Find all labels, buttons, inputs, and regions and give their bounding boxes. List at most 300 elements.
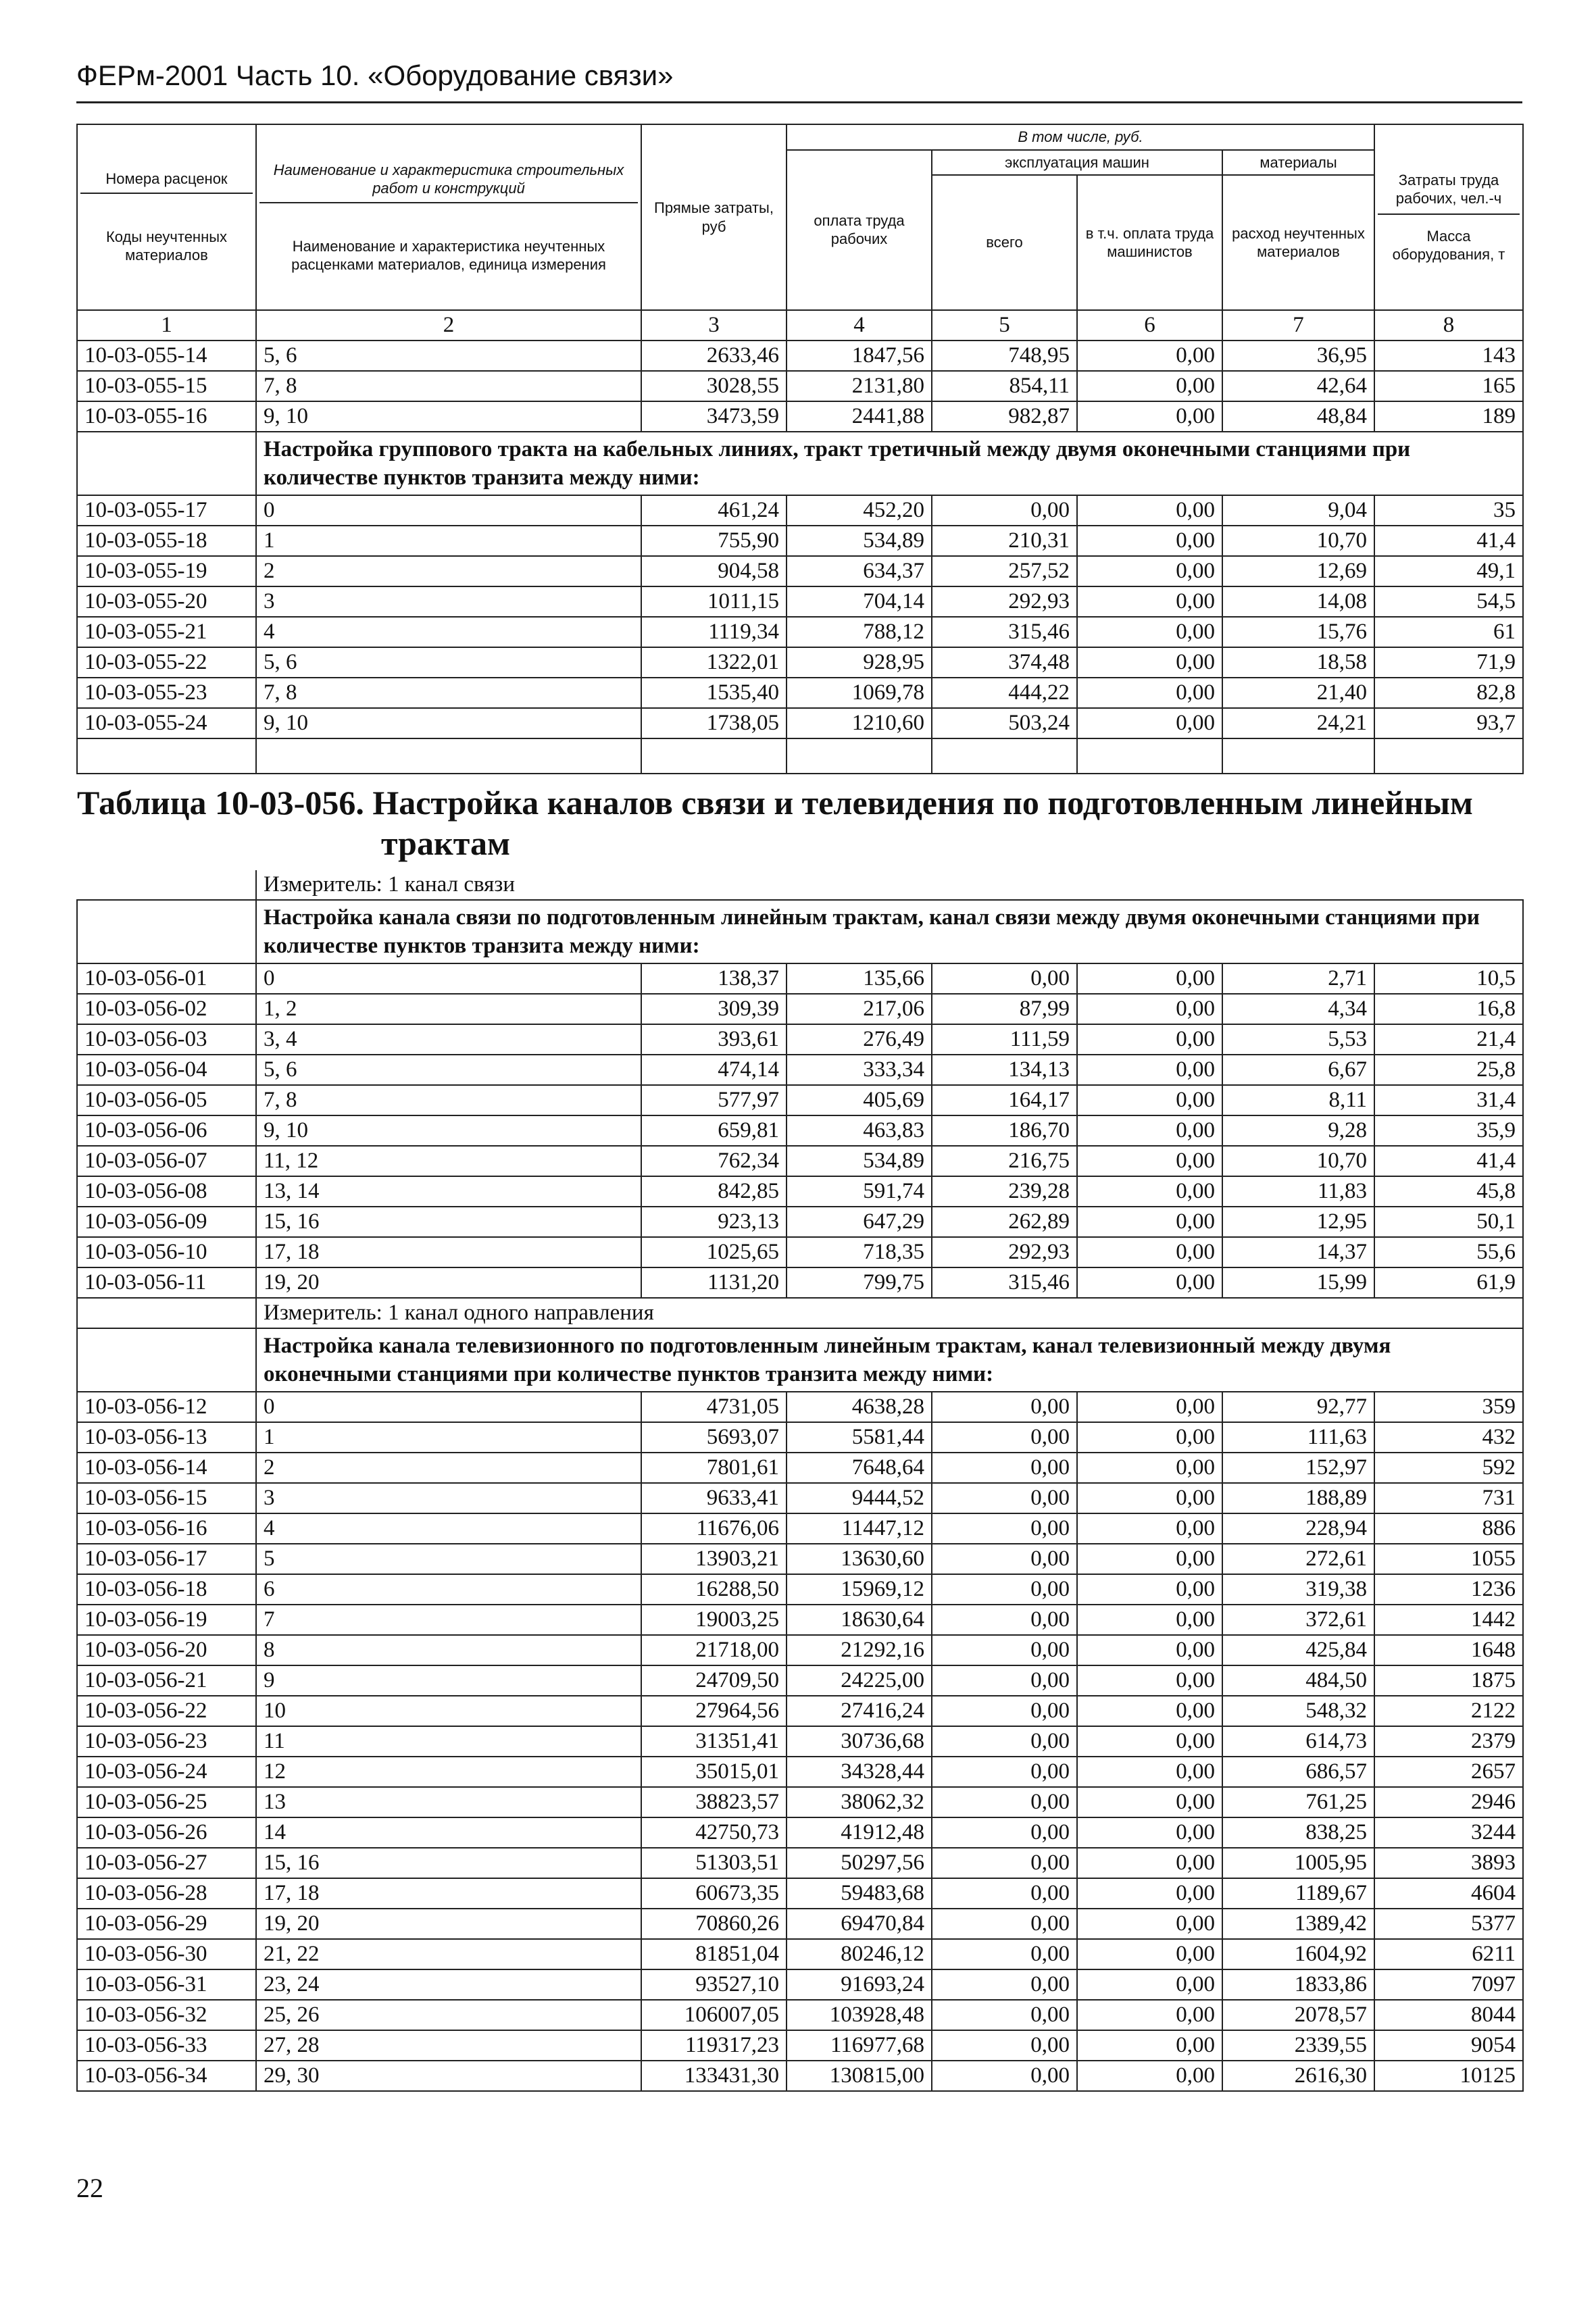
cell-machinists-pay: 0,00 xyxy=(1077,1207,1222,1237)
cell-rate-code: 10-03-056-19 xyxy=(77,1605,256,1635)
cell-work-name: 9, 10 xyxy=(256,1115,641,1146)
col-labor-top: Затраты труда рабочих, чел.-ч xyxy=(1378,171,1520,215)
cell-machinists-pay: 0,00 xyxy=(1077,1544,1222,1574)
cell-labor-hours: 35,9 xyxy=(1374,1115,1523,1146)
cell-materials-cost: 14,37 xyxy=(1222,1237,1374,1267)
cell-materials-cost: 614,73 xyxy=(1222,1726,1374,1757)
col-machines-total-header: всего xyxy=(932,175,1077,310)
cell-direct-cost: 27964,56 xyxy=(641,1696,787,1726)
cell-labor-pay: 30736,68 xyxy=(787,1726,932,1757)
cell-direct-cost: 762,34 xyxy=(641,1146,787,1176)
cell-direct-cost: 1011,15 xyxy=(641,586,787,617)
cell-work-name: 4 xyxy=(256,617,641,647)
cell-labor-pay: 534,89 xyxy=(787,526,932,556)
cell-labor-pay: 103928,48 xyxy=(787,2000,932,2030)
cell-materials-cost: 24,21 xyxy=(1222,708,1374,738)
cell-materials-cost: 838,25 xyxy=(1222,1817,1374,1848)
cell-direct-cost: 38823,57 xyxy=(641,1787,787,1817)
cell-machinists-pay: 0,00 xyxy=(1077,1422,1222,1453)
spacer-row xyxy=(77,738,1523,774)
cell-labor-hours: 2657 xyxy=(1374,1757,1523,1787)
cell-work-name: 13, 14 xyxy=(256,1176,641,1207)
cell-machinists-pay: 0,00 xyxy=(1077,1392,1222,1422)
cell-machines-total: 0,00 xyxy=(932,2030,1077,2061)
section-heading-row xyxy=(77,900,1523,963)
table-row xyxy=(77,1176,1523,1207)
cell-machinists-pay: 0,00 xyxy=(1077,2061,1222,2091)
page-header: ФЕРм-2001 Часть 10. «Оборудование связи» xyxy=(76,59,674,91)
cell-rate-code: 10-03-055-24 xyxy=(77,708,256,738)
cell-direct-cost: 577,97 xyxy=(641,1085,787,1115)
table-row xyxy=(77,1392,1523,1422)
cell-labor-hours: 61,9 xyxy=(1374,1267,1523,1298)
cell-work-name: 3, 4 xyxy=(256,1024,641,1055)
cell-work-name: 4 xyxy=(256,1513,641,1544)
col-number: 1 xyxy=(77,310,256,341)
cell-labor-pay: 9444,52 xyxy=(787,1483,932,1513)
cell-machinists-pay: 0,00 xyxy=(1077,708,1222,738)
cell-labor-pay: 452,20 xyxy=(787,495,932,526)
cell-work-name: 1 xyxy=(256,526,641,556)
cell-labor-pay: 704,14 xyxy=(787,586,932,617)
cell-labor-hours: 5377 xyxy=(1374,1909,1523,1939)
table-row xyxy=(77,1635,1523,1665)
cell-direct-cost: 16288,50 xyxy=(641,1574,787,1605)
cell-materials-cost: 9,28 xyxy=(1222,1115,1374,1146)
cell-machinists-pay: 0,00 xyxy=(1077,1726,1222,1757)
cell-machines-total: 503,24 xyxy=(932,708,1077,738)
cell-materials-cost: 1604,92 xyxy=(1222,1939,1374,1969)
table-title xyxy=(77,774,1523,870)
cell-labor-pay: 91693,24 xyxy=(787,1969,932,2000)
cell-rate-code: 10-03-056-25 xyxy=(77,1787,256,1817)
table-row xyxy=(77,647,1523,678)
cell-machines-total: 257,52 xyxy=(932,556,1077,586)
cell-materials-cost: 15,76 xyxy=(1222,617,1374,647)
cell-machinists-pay: 0,00 xyxy=(1077,1878,1222,1909)
cell-labor-hours: 55,6 xyxy=(1374,1237,1523,1267)
cell-work-name: 10 xyxy=(256,1696,641,1726)
cell-rate-code: 10-03-056-08 xyxy=(77,1176,256,1207)
cell-labor-pay: 24225,00 xyxy=(787,1665,932,1696)
cell-machinists-pay: 0,00 xyxy=(1077,371,1222,401)
cell-labor-pay: 13630,60 xyxy=(787,1544,932,1574)
header-divider xyxy=(76,101,1522,103)
cell-machinists-pay: 0,00 xyxy=(1077,1085,1222,1115)
table-row xyxy=(77,1453,1523,1483)
cell-rate-code: 10-03-056-27 xyxy=(77,1848,256,1878)
cell-labor-hours: 4604 xyxy=(1374,1878,1523,1909)
cell-work-name: 14 xyxy=(256,1817,641,1848)
cell-machinists-pay: 0,00 xyxy=(1077,1909,1222,1939)
cell-work-name: 0 xyxy=(256,963,641,994)
table-row xyxy=(77,1787,1523,1817)
cell-labor-hours: 16,8 xyxy=(1374,994,1523,1024)
cell-direct-cost: 31351,41 xyxy=(641,1726,787,1757)
cell-rate-code: 10-03-056-28 xyxy=(77,1878,256,1909)
cell-direct-cost: 42750,73 xyxy=(641,1817,787,1848)
col-name-bottom: Наименование и характеристика неучтенных расценками материалов, единица измерения xyxy=(291,237,606,273)
table-row xyxy=(77,1513,1523,1544)
cell-machinists-pay: 0,00 xyxy=(1077,1605,1222,1635)
measure-row xyxy=(77,870,1523,900)
cell-rate-code: 10-03-056-01 xyxy=(77,963,256,994)
cell-machinists-pay: 0,00 xyxy=(1077,2030,1222,2061)
cell-rate-code: 10-03-056-16 xyxy=(77,1513,256,1544)
cell-work-name: 9, 10 xyxy=(256,708,641,738)
cell-machines-total: 210,31 xyxy=(932,526,1077,556)
cell-labor-pay: 591,74 xyxy=(787,1176,932,1207)
cell-machines-total: 0,00 xyxy=(932,1635,1077,1665)
table-row xyxy=(77,1757,1523,1787)
cell-labor-pay: 217,06 xyxy=(787,994,932,1024)
table-row xyxy=(77,586,1523,617)
cell-work-name: 27, 28 xyxy=(256,2030,641,2061)
cell-materials-cost: 1833,86 xyxy=(1222,1969,1374,2000)
cell-machinists-pay: 0,00 xyxy=(1077,586,1222,617)
cell-rate-code: 10-03-056-15 xyxy=(77,1483,256,1513)
col-number: 4 xyxy=(787,310,932,341)
col-incl-header: В том числе, руб. xyxy=(787,124,1374,150)
cell-labor-pay: 928,95 xyxy=(787,647,932,678)
cell-labor-hours: 41,4 xyxy=(1374,526,1523,556)
table-row xyxy=(77,1574,1523,1605)
cell-machines-total: 444,22 xyxy=(932,678,1077,708)
measure-label: Измеритель: 1 канал одного направления xyxy=(256,1298,1523,1328)
cell-machinists-pay: 0,00 xyxy=(1077,1267,1222,1298)
cell-machinists-pay: 0,00 xyxy=(1077,1848,1222,1878)
cell-labor-hours: 2122 xyxy=(1374,1696,1523,1726)
cell-rate-code: 10-03-056-30 xyxy=(77,1939,256,1969)
table-title-row xyxy=(77,774,1523,870)
cell-direct-cost: 1025,65 xyxy=(641,1237,787,1267)
cell-direct-cost: 1131,20 xyxy=(641,1267,787,1298)
cell-labor-hours: 21,4 xyxy=(1374,1024,1523,1055)
cell-rate-code: 10-03-056-23 xyxy=(77,1726,256,1757)
measure-row xyxy=(77,1298,1523,1328)
cell-work-name: 11 xyxy=(256,1726,641,1757)
cell-machines-total: 134,13 xyxy=(932,1055,1077,1085)
cell-machinists-pay: 0,00 xyxy=(1077,341,1222,371)
cell-labor-pay: 21292,16 xyxy=(787,1635,932,1665)
cell-machines-total: 292,93 xyxy=(932,586,1077,617)
table-row xyxy=(77,1817,1523,1848)
cell-machines-total: 0,00 xyxy=(932,1605,1077,1635)
cell-materials-cost: 48,84 xyxy=(1222,401,1374,432)
cell-rate-code: 10-03-055-15 xyxy=(77,371,256,401)
table-row xyxy=(77,1207,1523,1237)
cell-materials-cost: 4,34 xyxy=(1222,994,1374,1024)
cell-materials-cost: 272,61 xyxy=(1222,1544,1374,1574)
cell-rate-code: 10-03-056-07 xyxy=(77,1146,256,1176)
cell-labor-hours: 10,5 xyxy=(1374,963,1523,994)
cell-labor-pay: 1847,56 xyxy=(787,341,932,371)
cell-materials-cost: 228,94 xyxy=(1222,1513,1374,1544)
table-header xyxy=(77,124,1523,341)
cell-machines-total: 0,00 xyxy=(932,2061,1077,2091)
cell-machines-total: 315,46 xyxy=(932,617,1077,647)
cell-rate-code: 10-03-055-17 xyxy=(77,495,256,526)
col-number: 5 xyxy=(932,310,1077,341)
table-row xyxy=(77,341,1523,371)
col-codes-header xyxy=(77,124,256,310)
cell-rate-code: 10-03-056-17 xyxy=(77,1544,256,1574)
cell-labor-pay: 718,35 xyxy=(787,1237,932,1267)
cell-labor-hours: 25,8 xyxy=(1374,1055,1523,1085)
cell-labor-hours: 31,4 xyxy=(1374,1085,1523,1115)
cell-direct-cost: 106007,05 xyxy=(641,2000,787,2030)
table-row xyxy=(77,1237,1523,1267)
cell-rate-code: 10-03-056-02 xyxy=(77,994,256,1024)
cell-machines-total: 0,00 xyxy=(932,1969,1077,2000)
cell-direct-cost: 35015,01 xyxy=(641,1757,787,1787)
cell-labor-pay: 2131,80 xyxy=(787,371,932,401)
section-heading-row xyxy=(77,1328,1523,1392)
cell-labor-hours: 2946 xyxy=(1374,1787,1523,1817)
cell-machines-total: 111,59 xyxy=(932,1024,1077,1055)
cell-labor-pay: 634,37 xyxy=(787,556,932,586)
cell-machinists-pay: 0,00 xyxy=(1077,495,1222,526)
col-machinists-header: в т.ч. оплата труда машинистов xyxy=(1077,175,1222,310)
cell-materials-cost: 152,97 xyxy=(1222,1453,1374,1483)
cell-direct-cost: 19003,25 xyxy=(641,1605,787,1635)
cell-direct-cost: 461,24 xyxy=(641,495,787,526)
cell-work-name: 0 xyxy=(256,495,641,526)
cell-labor-hours: 3893 xyxy=(1374,1848,1523,1878)
table-row xyxy=(77,2030,1523,2061)
cell-materials-cost: 484,50 xyxy=(1222,1665,1374,1696)
cell-materials-cost: 761,25 xyxy=(1222,1787,1374,1817)
cell-rate-code: 10-03-055-22 xyxy=(77,647,256,678)
cell-machinists-pay: 0,00 xyxy=(1077,617,1222,647)
cell-labor-hours: 432 xyxy=(1374,1422,1523,1453)
cell-machinists-pay: 0,00 xyxy=(1077,1574,1222,1605)
cell-direct-cost: 755,90 xyxy=(641,526,787,556)
cell-labor-hours: 3244 xyxy=(1374,1817,1523,1848)
cell-rate-code: 10-03-055-19 xyxy=(77,556,256,586)
cell-labor-hours: 7097 xyxy=(1374,1969,1523,2000)
cell-direct-cost: 1322,01 xyxy=(641,647,787,678)
table-row xyxy=(77,2061,1523,2091)
cell-rate-code: 10-03-056-14 xyxy=(77,1453,256,1483)
cell-direct-cost: 474,14 xyxy=(641,1055,787,1085)
cell-direct-cost: 904,58 xyxy=(641,556,787,586)
cell-work-name: 11, 12 xyxy=(256,1146,641,1176)
cell-machines-total: 0,00 xyxy=(932,1817,1077,1848)
cell-machinists-pay: 0,00 xyxy=(1077,963,1222,994)
cell-rate-code: 10-03-056-22 xyxy=(77,1696,256,1726)
cell-labor-pay: 5581,44 xyxy=(787,1422,932,1453)
cell-direct-cost: 93527,10 xyxy=(641,1969,787,2000)
cell-work-name: 15, 16 xyxy=(256,1848,641,1878)
cell-work-name: 1 xyxy=(256,1422,641,1453)
cell-work-name: 7, 8 xyxy=(256,1085,641,1115)
col-labor-header xyxy=(1374,124,1523,310)
cell-materials-cost: 11,83 xyxy=(1222,1176,1374,1207)
cell-direct-cost: 659,81 xyxy=(641,1115,787,1146)
cell-machines-total: 0,00 xyxy=(932,1787,1077,1817)
cell-materials-cost: 1189,67 xyxy=(1222,1878,1374,1909)
cell-rate-code: 10-03-056-12 xyxy=(77,1392,256,1422)
cell-labor-pay: 534,89 xyxy=(787,1146,932,1176)
cell-machinists-pay: 0,00 xyxy=(1077,1483,1222,1513)
cell-work-name: 19, 20 xyxy=(256,1909,641,1939)
table-row xyxy=(77,1939,1523,1969)
col-machines-header: эксплуатация машин xyxy=(932,150,1222,176)
cell-direct-cost: 81851,04 xyxy=(641,1939,787,1969)
cell-machinists-pay: 0,00 xyxy=(1077,1665,1222,1696)
cell-machines-total: 0,00 xyxy=(932,1544,1077,1574)
cell-work-name: 13 xyxy=(256,1787,641,1817)
cell-rate-code: 10-03-056-09 xyxy=(77,1207,256,1237)
cell-machines-total: 0,00 xyxy=(932,1422,1077,1453)
cell-rate-code: 10-03-056-33 xyxy=(77,2030,256,2061)
cell-rate-code: 10-03-055-23 xyxy=(77,678,256,708)
cell-labor-pay: 130815,00 xyxy=(787,2061,932,2091)
cell-machines-total: 216,75 xyxy=(932,1146,1077,1176)
cell-labor-pay: 333,34 xyxy=(787,1055,932,1085)
col-number: 2 xyxy=(256,310,641,341)
col-name-header xyxy=(256,124,641,310)
table-row xyxy=(77,2000,1523,2030)
cell-work-name: 9 xyxy=(256,1665,641,1696)
col-number: 8 xyxy=(1374,310,1523,341)
cell-work-name: 9, 10 xyxy=(256,401,641,432)
cell-labor-pay: 80246,12 xyxy=(787,1939,932,1969)
table-row xyxy=(77,401,1523,432)
table-row xyxy=(77,1696,1523,1726)
cell-materials-cost: 5,53 xyxy=(1222,1024,1374,1055)
cell-materials-cost: 92,77 xyxy=(1222,1392,1374,1422)
cell-work-name: 5, 6 xyxy=(256,341,641,371)
cell-machinists-pay: 0,00 xyxy=(1077,1453,1222,1483)
table-row xyxy=(77,994,1523,1024)
cell-rate-code: 10-03-055-20 xyxy=(77,586,256,617)
table-row xyxy=(77,1085,1523,1115)
cell-materials-cost: 319,38 xyxy=(1222,1574,1374,1605)
table-row xyxy=(77,963,1523,994)
cell-machines-total: 0,00 xyxy=(932,1878,1077,1909)
cell-labor-hours: 61 xyxy=(1374,617,1523,647)
col-number: 6 xyxy=(1077,310,1222,341)
cell-direct-cost: 60673,35 xyxy=(641,1878,787,1909)
table-row xyxy=(77,1055,1523,1085)
cell-rate-code: 10-03-056-29 xyxy=(77,1909,256,1939)
cell-labor-hours: 82,8 xyxy=(1374,678,1523,708)
cell-direct-cost: 133431,30 xyxy=(641,2061,787,2091)
cell-machines-total: 186,70 xyxy=(932,1115,1077,1146)
cell-direct-cost: 5693,07 xyxy=(641,1422,787,1453)
cell-materials-cost: 21,40 xyxy=(1222,678,1374,708)
cell-rate-code: 10-03-056-04 xyxy=(77,1055,256,1085)
cell-work-name: 12 xyxy=(256,1757,641,1787)
table-title-line-2: трактам xyxy=(381,824,511,862)
cell-rate-code: 10-03-056-26 xyxy=(77,1817,256,1848)
cell-materials-cost: 1389,42 xyxy=(1222,1909,1374,1939)
cell-machines-total: 262,89 xyxy=(932,1207,1077,1237)
cell-direct-cost: 4731,05 xyxy=(641,1392,787,1422)
cell-machinists-pay: 0,00 xyxy=(1077,1115,1222,1146)
cell-direct-cost: 3028,55 xyxy=(641,371,787,401)
cell-machinists-pay: 0,00 xyxy=(1077,1055,1222,1085)
cell-machines-total: 0,00 xyxy=(932,1392,1077,1422)
cell-direct-cost: 9633,41 xyxy=(641,1483,787,1513)
cell-materials-cost: 2,71 xyxy=(1222,963,1374,994)
cell-machines-total: 0,00 xyxy=(932,1696,1077,1726)
col-number: 3 xyxy=(641,310,787,341)
cell-labor-hours: 886 xyxy=(1374,1513,1523,1544)
cell-labor-pay: 405,69 xyxy=(787,1085,932,1115)
cell-machinists-pay: 0,00 xyxy=(1077,1146,1222,1176)
section-heading: Настройка группового тракта на кабельных линиях, тракт третичный между двумя оконечными станциями при количестве пунктов транзита между ними: xyxy=(256,432,1523,495)
cell-work-name: 21, 22 xyxy=(256,1939,641,1969)
cell-labor-hours: 1648 xyxy=(1374,1635,1523,1665)
cell-rate-code: 10-03-056-10 xyxy=(77,1237,256,1267)
cell-work-name: 3 xyxy=(256,1483,641,1513)
cell-labor-hours: 165 xyxy=(1374,371,1523,401)
table-row xyxy=(77,1267,1523,1298)
cell-materials-cost: 14,08 xyxy=(1222,586,1374,617)
cell-machinists-pay: 0,00 xyxy=(1077,678,1222,708)
cell-labor-pay: 59483,68 xyxy=(787,1878,932,1909)
cell-labor-pay: 34328,44 xyxy=(787,1757,932,1787)
cell-labor-hours: 1875 xyxy=(1374,1665,1523,1696)
col-codes-bottom: Коды неучтенных материалов xyxy=(105,228,228,264)
cell-labor-hours: 9054 xyxy=(1374,2030,1523,2061)
cell-materials-cost: 2616,30 xyxy=(1222,2061,1374,2091)
cell-machines-total: 0,00 xyxy=(932,495,1077,526)
rates-table xyxy=(76,124,1524,2092)
cell-machines-total: 315,46 xyxy=(932,1267,1077,1298)
cell-machines-total: 0,00 xyxy=(932,1726,1077,1757)
table-row xyxy=(77,1544,1523,1574)
cell-work-name: 3 xyxy=(256,586,641,617)
cell-direct-cost: 3473,59 xyxy=(641,401,787,432)
cell-materials-cost: 9,04 xyxy=(1222,495,1374,526)
cell-direct-cost: 51303,51 xyxy=(641,1848,787,1878)
cell-labor-hours: 2379 xyxy=(1374,1726,1523,1757)
cell-labor-hours: 1236 xyxy=(1374,1574,1523,1605)
cell-labor-hours: 54,5 xyxy=(1374,586,1523,617)
cell-labor-pay: 38062,32 xyxy=(787,1787,932,1817)
cell-labor-hours: 41,4 xyxy=(1374,1146,1523,1176)
cell-labor-hours: 49,1 xyxy=(1374,556,1523,586)
cell-machinists-pay: 0,00 xyxy=(1077,1757,1222,1787)
cell-machinists-pay: 0,00 xyxy=(1077,1939,1222,1969)
col-labor-bottom: Масса оборудования, т xyxy=(1392,227,1505,263)
cell-work-name: 0 xyxy=(256,1392,641,1422)
cell-materials-cost: 12,69 xyxy=(1222,556,1374,586)
cell-work-name: 25, 26 xyxy=(256,2000,641,2030)
cell-direct-cost: 309,39 xyxy=(641,994,787,1024)
cell-materials-cost: 8,11 xyxy=(1222,1085,1374,1115)
cell-labor-pay: 799,75 xyxy=(787,1267,932,1298)
cell-rate-code: 10-03-056-11 xyxy=(77,1267,256,1298)
cell-machinists-pay: 0,00 xyxy=(1077,526,1222,556)
cell-materials-cost: 2078,57 xyxy=(1222,2000,1374,2030)
section-heading: Настройка канала связи по подготовленным линейным трактам, канал связи между двумя оконечными станциями при количестве пунктов транзита между ними: xyxy=(256,900,1523,963)
cell-direct-cost: 923,13 xyxy=(641,1207,787,1237)
table-row xyxy=(77,526,1523,556)
cell-materials-cost: 111,63 xyxy=(1222,1422,1374,1453)
cell-machines-total: 292,93 xyxy=(932,1237,1077,1267)
cell-rate-code: 10-03-055-16 xyxy=(77,401,256,432)
cell-work-name: 2 xyxy=(256,1453,641,1483)
col-name-top: Наименование и характеристика строительных работ и конструкций xyxy=(259,161,638,203)
cell-materials-cost: 686,57 xyxy=(1222,1757,1374,1787)
cell-labor-pay: 276,49 xyxy=(787,1024,932,1055)
cell-work-name: 7, 8 xyxy=(256,678,641,708)
